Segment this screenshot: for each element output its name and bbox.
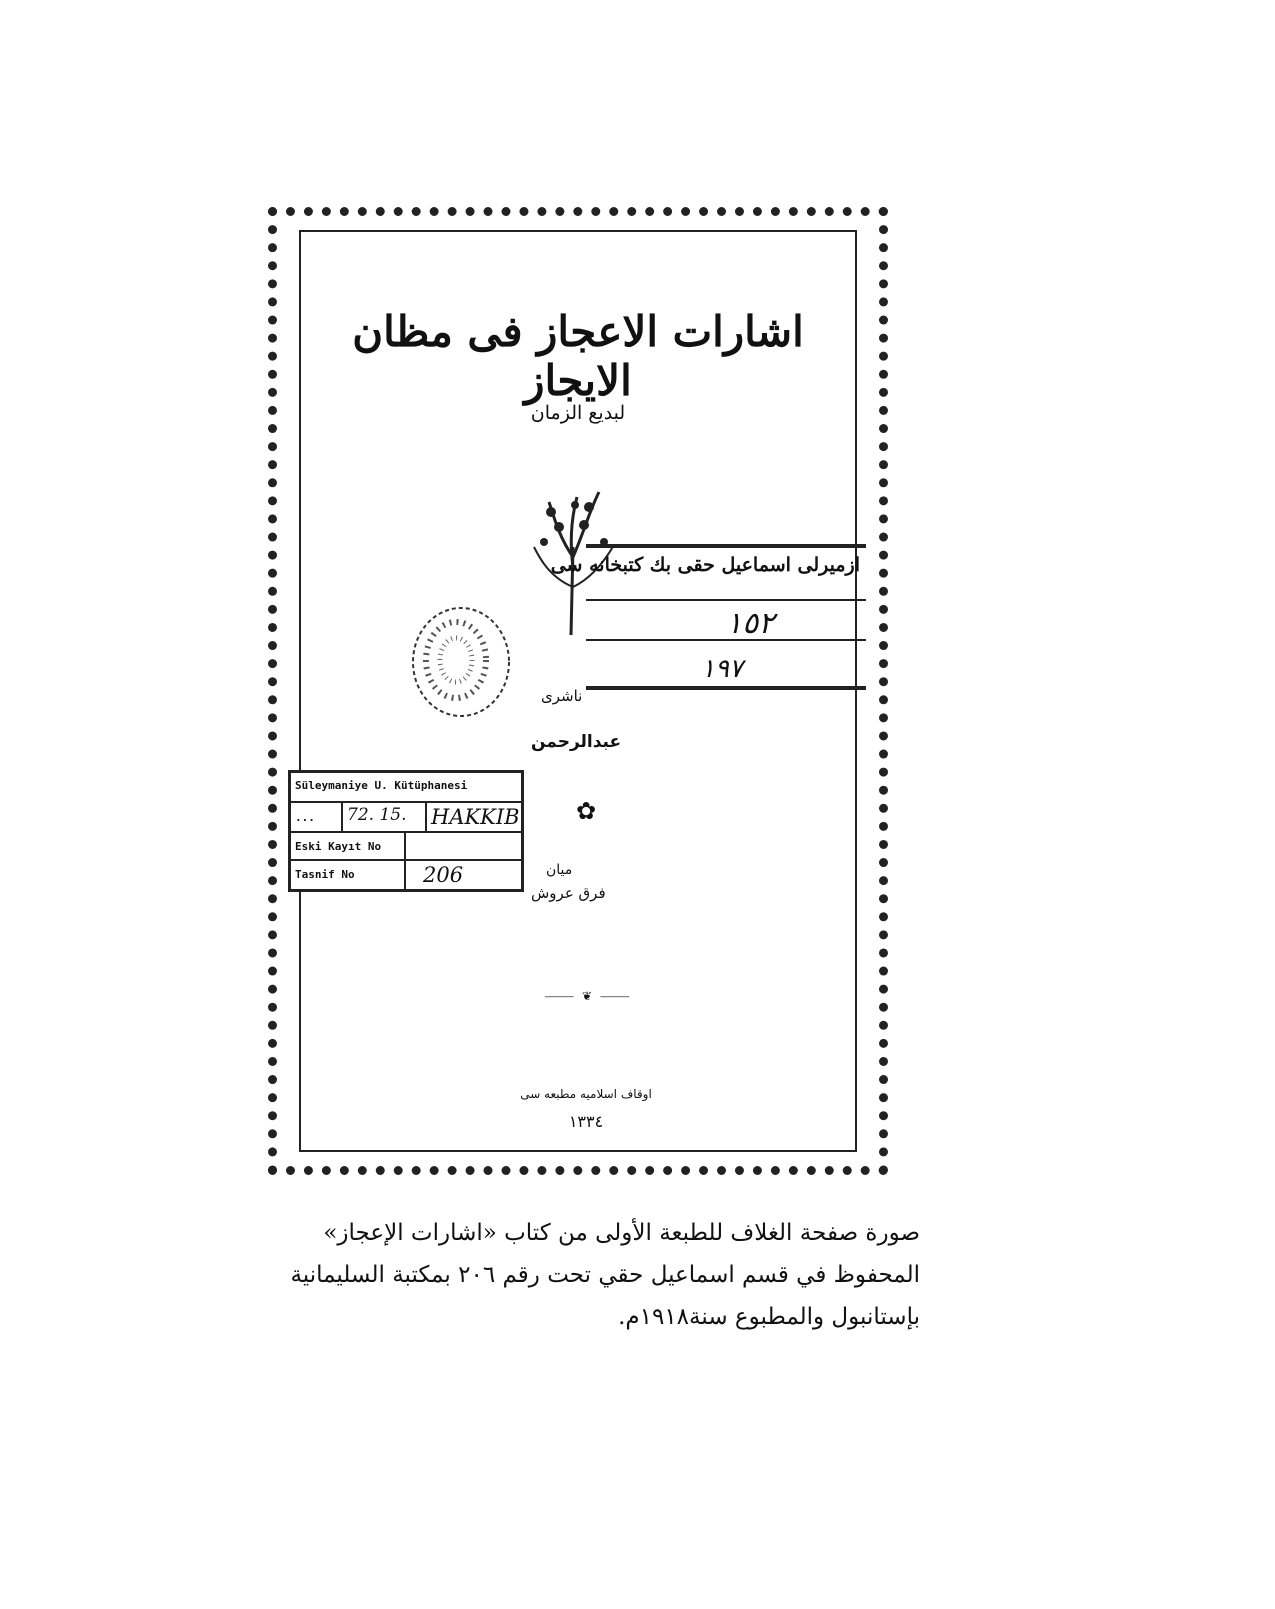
catalog-row2-label: Eski Kayıt No xyxy=(291,833,406,859)
oval-seal-icon xyxy=(406,602,516,722)
caption-line: صورة صفحة الغلاف للطبعة الأولى من كتاب «اشارات الإعجاز» xyxy=(323,1220,920,1246)
publication-year: ١٣٣٤ xyxy=(568,1112,604,1131)
stamp-rule-top xyxy=(586,544,866,548)
catalog-row1-number: 72. 15. xyxy=(343,803,427,831)
book-cover-frame xyxy=(268,207,888,1175)
catalog-card-row xyxy=(291,861,521,889)
catalog-row3-handwritten: 206 xyxy=(423,863,464,887)
figure-caption xyxy=(225,1212,920,1338)
library-stamp-number-crossed: ١٩٧ xyxy=(701,654,743,684)
catalog-card-row xyxy=(291,833,521,861)
caption-line: المحفوظ في قسم اسماعيل حقي تحت رقم ٢٠٦ بمكتبة السليمانية xyxy=(290,1262,920,1288)
stamp-rule-bottom xyxy=(586,686,866,690)
press-name: اوقاف اسلامیه مطبعه سی xyxy=(520,1087,652,1101)
book-cover-inner-border xyxy=(299,230,860,1152)
catalog-row1-handwritten: HAKKIB xyxy=(431,805,520,829)
catalog-card-header-row xyxy=(291,773,521,803)
catalog-card-stamp xyxy=(288,770,524,892)
catalog-row3-label: Tasnif No xyxy=(291,861,406,889)
book-title: اشارات الاعجاز فى مظان الايجاز xyxy=(352,307,804,405)
catalog-card-row xyxy=(291,803,521,833)
stamp-rule xyxy=(586,639,866,641)
library-stamp-label: ازميرلی اسماعيل حقی بك كتبخانه سی xyxy=(550,554,860,576)
stamp-rule xyxy=(586,599,866,601)
book-author: لبديع الزمان xyxy=(530,402,626,424)
catalog-card-header: Süleymaniye U. Kütüphanesi xyxy=(295,779,468,792)
catalog-row1-label: ... xyxy=(291,803,343,831)
publisher-name: عبدالرحمن xyxy=(531,732,622,752)
printer-label: ميان xyxy=(546,862,573,878)
caption-line: بإستانبول والمطبوع سنة١٩١٨م. xyxy=(618,1304,920,1330)
printer-name: فرق عروش xyxy=(531,884,606,902)
library-stamp-number: ١٥٢ xyxy=(726,606,775,641)
divider-ornament-icon: ⸻ ❦ ⸻ xyxy=(544,989,632,1003)
flower-ornament-icon: ✿ xyxy=(576,797,597,825)
publisher-label: ناشرى xyxy=(541,687,583,705)
